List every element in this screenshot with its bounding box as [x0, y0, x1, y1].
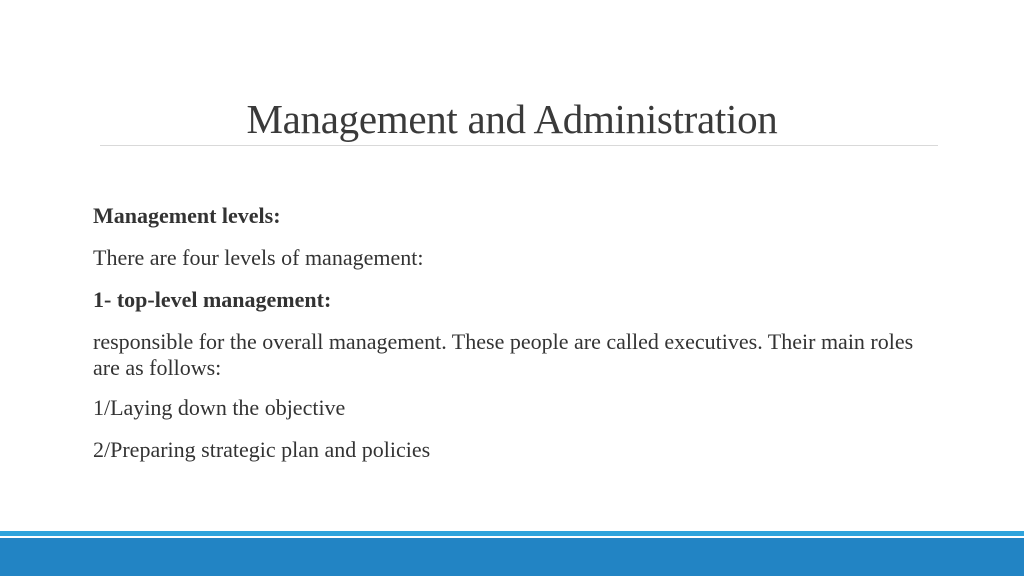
intro-text: There are four levels of management: [93, 245, 424, 270]
slide-title: Management and Administration [246, 96, 778, 142]
level-description: responsible for the overall management. These people are called executives. Their main roles are as follows: [93, 329, 914, 380]
section-heading: Management levels: [93, 203, 281, 228]
footer-accent-line [0, 531, 1024, 536]
role-item: 1/Laying down the objective [93, 395, 346, 420]
footer-accent-bar [0, 538, 1024, 576]
title-divider [100, 145, 938, 146]
slide-body [93, 203, 943, 479]
level-heading: 1- top-level management: [93, 287, 332, 312]
role-item: 2/Preparing strategic plan and policies [93, 437, 431, 462]
